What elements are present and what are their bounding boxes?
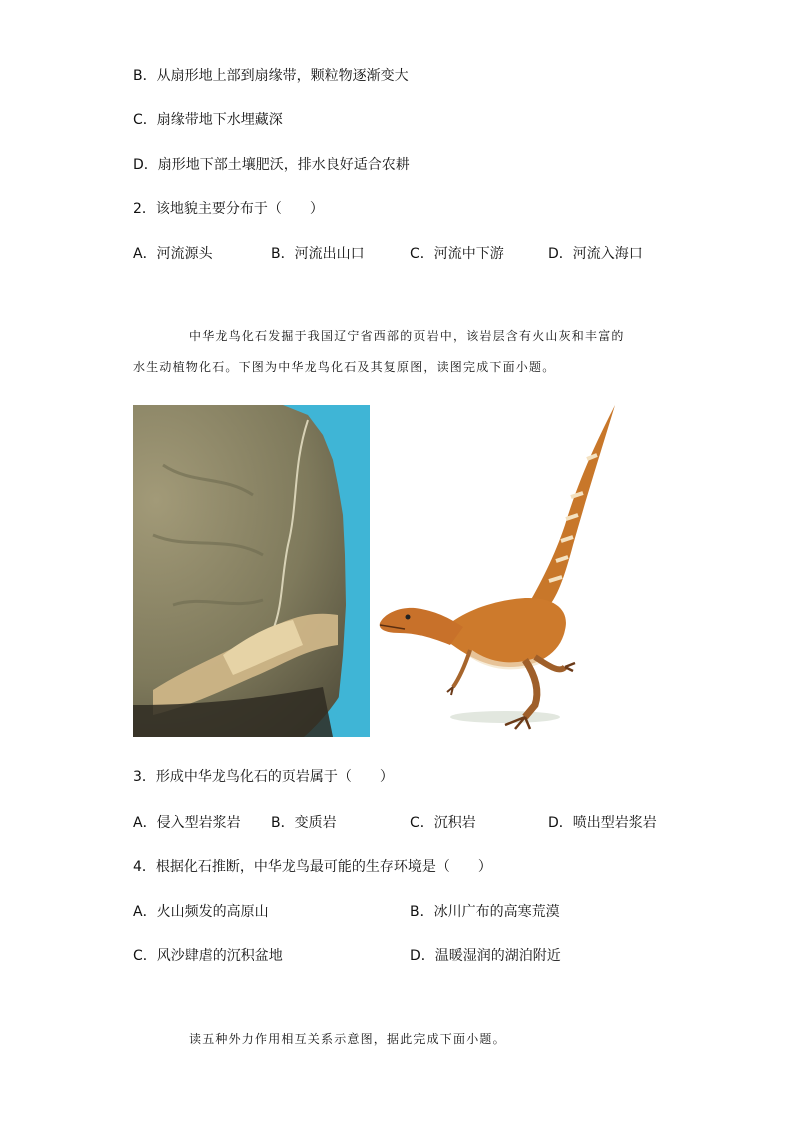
passage xyxy=(133,321,663,383)
dinosaur-reconstruction xyxy=(375,405,615,740)
passage-line-2: 水生动植物化石。下图为中华龙鸟化石及其复原图，读图完成下面小题。 xyxy=(133,360,556,374)
fossil-rock-image xyxy=(133,405,370,737)
q3-option-d: D．喷出型岩浆岩 xyxy=(548,815,657,831)
fossil-photo xyxy=(133,405,370,737)
dinosaur-illustration xyxy=(375,405,615,740)
q4-option-a: A．火山频发的高原山 xyxy=(133,904,269,920)
q2-option-b: B．河流出山口 xyxy=(271,246,365,262)
q4-option-b: B．冰川广布的高寒荒漠 xyxy=(410,904,560,920)
q2-option-d: D．河流入海口 xyxy=(548,246,643,262)
next-passage: 读五种外力作用相互关系示意图，据此完成下面小题。 xyxy=(189,1032,506,1046)
q2-option-a: A．河流源头 xyxy=(133,246,213,262)
q1-option-c: C．扇缘带地下水埋藏深 xyxy=(133,112,283,128)
q3-option-a: A．侵入型岩浆岩 xyxy=(133,815,241,831)
q4-option-d: D．温暖湿润的湖泊附近 xyxy=(410,948,561,964)
q3-option-c: C．沉积岩 xyxy=(410,815,476,831)
q3-stem: 3．形成中华龙鸟化石的页岩属于（ ） xyxy=(133,769,394,785)
q1-option-b: B．从扇形地上部到扇缘带，颗粒物逐渐变大 xyxy=(133,68,409,84)
q2-stem: 2．该地貌主要分布于（ ） xyxy=(133,201,324,217)
q1-option-d: D．扇形地下部土壤肥沃，排水良好适合农耕 xyxy=(133,157,410,173)
q4-option-c: C．风沙肆虐的沉积盆地 xyxy=(133,948,283,964)
passage-line-1: 中华龙鸟化石发掘于我国辽宁省西部的页岩中，该岩层含有火山灰和丰富的 xyxy=(189,329,625,343)
q2-option-c: C．河流中下游 xyxy=(410,246,504,262)
q3-option-b: B．变质岩 xyxy=(271,815,337,831)
q4-stem: 4．根据化石推断，中华龙鸟最可能的生存环境是（ ） xyxy=(133,859,492,875)
